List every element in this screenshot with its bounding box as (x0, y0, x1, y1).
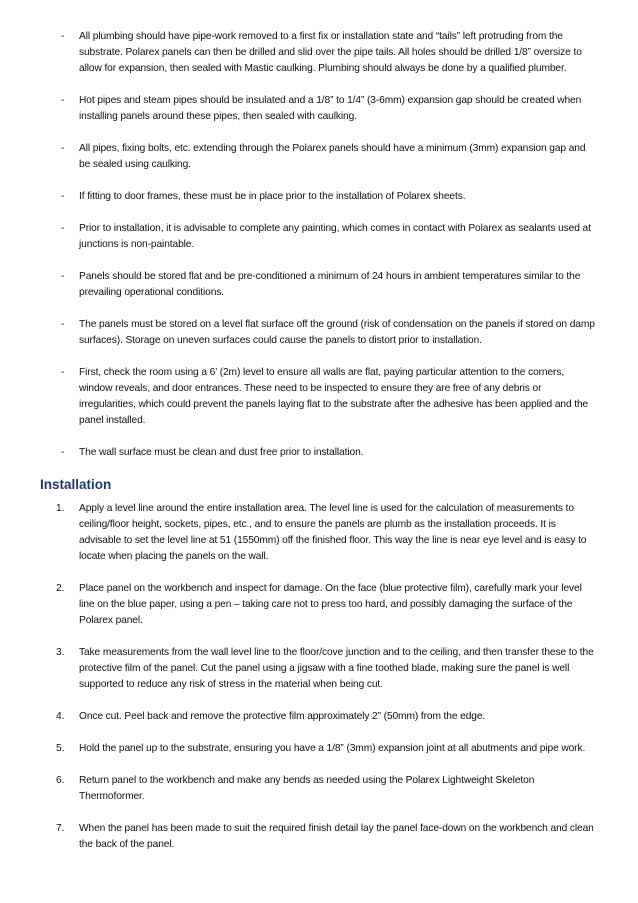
step-item (0, 581, 638, 629)
preparation-bullet-list (0, 29, 638, 477)
step-text: Place panel on the workbench and inspect for damage. On the face (blue protective film), carefully mark your level line on the blue paper, using a pen – taking care not to press too hard, and possibly damaging the surface of the Polarex panel. (79, 583, 582, 626)
bullet-item (0, 445, 638, 461)
bullet-text: Prior to installation, it is advisable to complete any painting, which comes in contact with Polarex as sealants used at junctions is non-paintable. (79, 223, 591, 250)
step-number: 6. (56, 775, 65, 786)
bullet-item (0, 141, 638, 173)
bullet-text: First, check the room using a 6’ (2m) level to ensure all walls are flat, paying particular attention to the corners, window reveals, and door entrances. These need to be inspected to ensure they are free of any debris or irregularities, which could prevent the panels laying flat to the substrate after the adhesive has been applied and the panel installed. (79, 367, 589, 426)
step-number: 2. (56, 583, 65, 594)
step-text: Hold the panel up to the substrate, ensuring you have a 1/8” (3mm) expansion joint at all abutments and pipe work. (79, 743, 586, 754)
step-text: Return panel to the workbench and make any bends as needed using the Polarex Lightweight Skeleton Thermoformer. (79, 775, 535, 802)
bullet-dash: - (61, 143, 65, 154)
step-number: 7. (56, 823, 65, 834)
step-number: 4. (56, 711, 65, 722)
step-text: Apply a level line around the entire installation area. The level line is used for the calculation of measurements to ceiling/floor height, sockets, pipes, etc., and to ensure the panels are plumb as the installation proceeds. It is advisable to set the level line at 51 (1550mm) off the finished floor. This way the line is near eye level and is easy to locate when placing the panels on the wall. (79, 503, 587, 562)
step-item (0, 645, 638, 693)
bullet-dash: - (61, 319, 65, 330)
bullet-item (0, 221, 638, 253)
bullet-dash: - (61, 271, 65, 282)
bullet-dash: - (61, 95, 65, 106)
step-number: 1. (56, 503, 65, 514)
bullet-dash: - (61, 191, 65, 202)
step-item (0, 741, 638, 757)
section-heading: Installation (40, 477, 112, 492)
step-text: Take measurements from the wall level line to the floor/cove junction and to the ceiling, and then transfer these to the protective film of the panel. Cut the panel using a jigsaw with a fine toothed blade, making sure the panel is well supported to reduce any risk of stress in the material when being cut. (79, 647, 594, 690)
bullet-dash: - (61, 447, 65, 458)
bullet-text: Panels should be stored flat and be pre-conditioned a minimum of 24 hours in ambient temperatures similar to the prevailing operational conditions. (79, 271, 581, 298)
bullet-item (0, 93, 638, 125)
bullet-text: All plumbing should have pipe-work removed to a first fix or installation state and “tails” left protruding from the substrate. Polarex panels can then be drilled and slid over the pipe tails. All holes should be drilled 1/8” oversize to allow for expansion, then sealed with Mastic caulking. Plumbing should always be done by a qualified plumber. (79, 31, 582, 74)
step-item (0, 821, 638, 853)
bullet-item (0, 29, 638, 77)
step-item (0, 773, 638, 805)
bullet-dash: - (61, 31, 65, 42)
bullet-text: All pipes, fixing bolts, etc. extending through the Polarex panels should have a minimum (3mm) expansion gap and be sealed using caulking. (79, 143, 586, 170)
bullet-dash: - (61, 223, 65, 234)
bullet-text: The panels must be stored on a level flat surface off the ground (risk of condensation on the panels if stored on damp surfaces). Storage on uneven surfaces could cause the panels to distort prior to installation. (79, 319, 595, 346)
bullet-item (0, 269, 638, 301)
step-item (0, 501, 638, 565)
bullet-item (0, 189, 638, 205)
step-number: 3. (56, 647, 65, 658)
step-text: When the panel has been made to suit the required finish detail lay the panel face-down on the workbench and clean the back of the panel. (79, 823, 594, 850)
bullet-text: The wall surface must be clean and dust free prior to installation. (79, 447, 364, 458)
bullet-item (0, 317, 638, 349)
step-item (0, 709, 638, 725)
bullet-item (0, 365, 638, 429)
step-text: Once cut. Peel back and remove the protective film approximately 2” (50mm) from the edge. (79, 711, 486, 722)
bullet-dash: - (61, 367, 65, 378)
bullet-text: If fitting to door frames, these must be in place prior to the installation of Polarex sheets. (79, 191, 466, 202)
bullet-text: Hot pipes and steam pipes should be insulated and a 1/8” to 1/4” (3-6mm) expansion gap should be created when installing panels around these pipes, then sealed with caulking. (79, 95, 582, 122)
installation-steps-list (0, 501, 638, 869)
step-number: 5. (56, 743, 65, 754)
